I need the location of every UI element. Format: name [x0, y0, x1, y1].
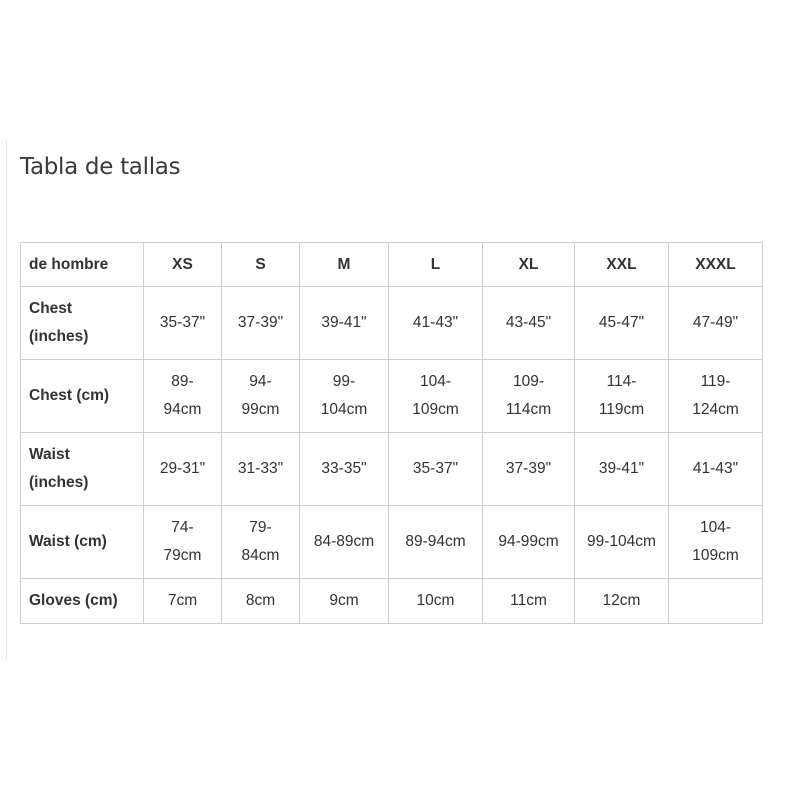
- page-title: Tabla de tallas: [20, 154, 181, 180]
- size-value-line: 79cm: [163, 547, 202, 564]
- size-header-m: M: [300, 243, 389, 287]
- size-header-s: S: [222, 243, 300, 287]
- size-value-cell: [575, 360, 669, 433]
- row-chest-cm: [21, 360, 763, 433]
- size-value-line: 124cm: [692, 401, 739, 418]
- size-value-cell: [144, 579, 222, 624]
- size-value-line: 104-: [419, 373, 452, 390]
- size-value-line: 99-: [332, 373, 356, 390]
- size-value-cell: [575, 287, 669, 360]
- size-header-xxxl: XXXL: [669, 243, 763, 287]
- size-value-line: 41-43": [692, 460, 739, 477]
- table-body: [21, 287, 763, 624]
- row-label-line: (inches): [29, 474, 89, 491]
- size-value-cell: [483, 360, 575, 433]
- row-gloves-cm: [21, 579, 763, 624]
- size-value-line: 99cm: [241, 401, 280, 418]
- size-value-line: 89-: [171, 373, 194, 390]
- row-label-line: Waist: [29, 446, 70, 463]
- size-value-line: 119-: [700, 373, 731, 390]
- size-value-line: 104-: [699, 519, 732, 536]
- size-value-cell: [669, 287, 763, 360]
- size-value-line: 35-37": [412, 460, 459, 477]
- row-label-line: Waist (cm): [29, 533, 107, 550]
- row-label-cell: [21, 360, 144, 433]
- size-value-line: 84cm: [241, 547, 280, 564]
- size-value-line: 39-41": [321, 314, 367, 331]
- size-value-cell: [389, 360, 483, 433]
- size-header-xl: XL: [483, 243, 575, 287]
- size-value-cell: [222, 360, 300, 433]
- size-value-line: 99-104cm: [587, 533, 656, 550]
- size-header-xxl: XXL: [575, 243, 669, 287]
- size-value-cell: [300, 433, 389, 506]
- size-value-line: 109cm: [692, 547, 739, 564]
- size-value-cell: [669, 579, 763, 624]
- size-value-cell: [222, 287, 300, 360]
- left-divider: [6, 140, 7, 660]
- row-label-cell: [21, 433, 144, 506]
- size-value-line: 29-31": [159, 460, 206, 477]
- size-value-line: 11cm: [510, 592, 547, 609]
- size-value-line: 104cm: [320, 401, 368, 418]
- size-value-cell: [300, 579, 389, 624]
- row-label-cell: [21, 287, 144, 360]
- size-value-line: 9cm: [329, 592, 359, 609]
- size-value-cell: [389, 287, 483, 360]
- row-label-cell: [21, 506, 144, 579]
- size-value-line: 31-33": [237, 460, 284, 477]
- size-value-line: 7cm: [167, 592, 198, 609]
- size-value-line: 47-49": [692, 314, 739, 331]
- size-value-line: 41-43": [412, 314, 459, 331]
- size-value-cell: [575, 433, 669, 506]
- row-waist-cm: [21, 506, 763, 579]
- row-label-cell: [21, 579, 144, 624]
- header-row: [21, 243, 763, 287]
- size-value-line: 89-94cm: [405, 533, 466, 550]
- size-value-cell: [144, 360, 222, 433]
- corner-header-cell: de hombre: [21, 243, 144, 287]
- size-value-line: 114-: [606, 373, 637, 390]
- size-value-cell: [389, 506, 483, 579]
- row-label-line: Chest (cm): [29, 387, 110, 404]
- size-value-cell: [144, 506, 222, 579]
- row-chest-inches: [21, 287, 763, 360]
- row-label-line: (inches): [29, 328, 89, 345]
- size-value-cell: [144, 287, 222, 360]
- size-value-cell: [222, 579, 300, 624]
- size-value-cell: [144, 433, 222, 506]
- size-header-l: L: [389, 243, 483, 287]
- size-value-line: 37-39": [237, 314, 284, 331]
- size-value-cell: [222, 433, 300, 506]
- size-value-cell: [483, 433, 575, 506]
- size-value-cell: [669, 360, 763, 433]
- row-label-line: Chest: [29, 300, 73, 317]
- row-waist-inches: [21, 433, 763, 506]
- size-value-cell: [575, 579, 669, 624]
- size-value-cell: [300, 360, 389, 433]
- size-value-cell: [389, 579, 483, 624]
- size-value-cell: [300, 287, 389, 360]
- size-header-xs: XS: [144, 243, 222, 287]
- size-value-cell: [483, 579, 575, 624]
- size-value-line: 45-47": [598, 314, 645, 331]
- size-value-line: 94-: [249, 373, 272, 390]
- size-value-line: 74-: [171, 519, 194, 536]
- size-value-line: 79-: [249, 519, 272, 536]
- size-value-line: 119cm: [598, 401, 645, 418]
- size-value-line: 43-45": [505, 314, 552, 331]
- size-value-cell: [389, 433, 483, 506]
- size-value-line: 39-41": [598, 460, 645, 477]
- size-value-line: 109cm: [412, 401, 459, 418]
- size-value-cell: [300, 506, 389, 579]
- size-value-cell: [483, 506, 575, 579]
- size-value-cell: [669, 433, 763, 506]
- size-value-line: 84-89cm: [313, 533, 375, 550]
- size-value-cell: [483, 287, 575, 360]
- size-value-line: 94-99cm: [498, 533, 559, 550]
- size-value-line: 94cm: [163, 401, 202, 418]
- size-value-line: 33-35": [321, 460, 367, 477]
- size-value-line: 10cm: [416, 592, 455, 609]
- size-value-line: 12cm: [602, 592, 641, 609]
- size-value-cell: [575, 506, 669, 579]
- row-label-line: Gloves (cm): [29, 592, 118, 609]
- size-value-line: 109-: [512, 373, 545, 390]
- size-value-line: 114cm: [505, 401, 552, 418]
- size-value-line: 35-37": [159, 314, 206, 331]
- size-value-cell: [669, 506, 763, 579]
- size-value-line: 8cm: [245, 592, 276, 609]
- size-value-cell: [222, 506, 300, 579]
- size-value-line: 37-39": [505, 460, 552, 477]
- size-chart-table: [20, 242, 763, 624]
